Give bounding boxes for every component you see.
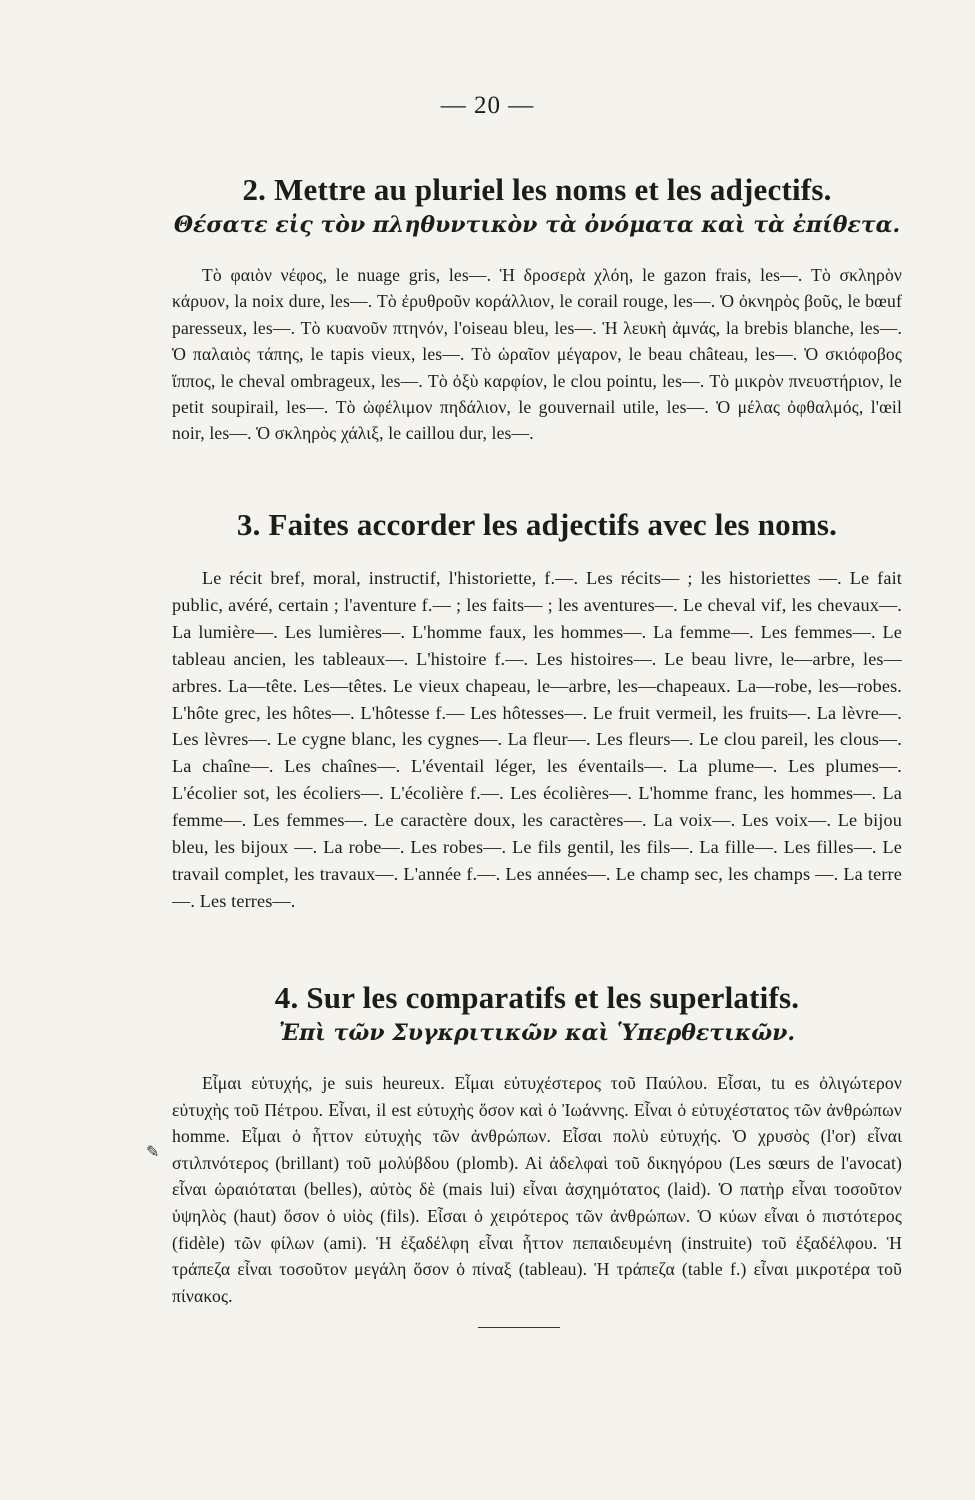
exercise-2-title: 2. Mettre au pluriel les noms et les adjectifs. [242, 172, 832, 207]
exercise-2-text: Τὸ φαιὸν νέφος, le nuage gris, les—. Ἡ δροσερὰ χλόη, le gazon frais, les—. Τὸ σκληρὸν κάρυον, la noix dure, les—. Τὸ ἐρυθροῦν κοράλλιον, le corail rouge, les—. Ὁ ὀκνηρὸς βοῦς, le bœuf paresseux, les—. Τὸ κυανοῦν πτηνόν, l'oiseau bleu, les—. Ἡ λευκὴ ἀμνάς, la brebis blanche, les—. Ὁ παλαιὸς τάπης, le tapis vieux, les—. Τὸ ὡραῖον μέγαρον, le beau château, les—. Ὁ σκιόφοβος ἵππος, le cheval ombrageux, les—. Τὸ ὀξὺ καρφίον, le clou pointu, les—. Τὸ μικρὸν πνευστήριον, le petit soupirail, les—. Τὸ ὠφέλιμον πηδάλιον, le gouvernail utile, les—. Ὁ μέλας ὀφθαλμός, l'œil noir, les—. Ὁ σκληρὸς χάλιξ, le caillou dur, les—. [172, 265, 902, 444]
exercise-4 [172, 980, 902, 1309]
exercise-2-greek-title: Θέσατε εἰς τὸν πληθυντικὸν τὰ ὀνόματα καὶ τὰ ἐπίθετα. [173, 212, 901, 238]
exercise-3-title: 3. Faites accorder les adjectifs avec les noms. [236, 507, 838, 542]
exercise-4-text: Εἶμαι εὐτυχής, je suis heureux. Εἶμαι εὐτυχέστερος τοῦ Παύλου. Εἶσαι, tu es ὀλιγώτερον εὐτυχὴς τοῦ Πέτρου. Εἶναι, il est εὐτυχὴς ὅσον καὶ ὁ Ἰωάννης. Εἶναι ὁ εὐτυχέστατος τῶν ἀνθρώπων homme. Εἶμαι ὁ ἧττον εὐτυχὴς τῶν ἀνθρώπων. Εἶσαι πολὺ εὐτυχής. Ὁ χρυσὸς (l'or) εἶναι στιλπνότερος (brillant) τοῦ μολύβδου (plomb). Αἱ ἀδελφαὶ τοῦ δικηγόρου (Les sœurs de l'avocat) εἶναι ὡραιόταται (belles), αὐτὸς δὲ (mais lui) εἶναι ἀσχημότατος (laid). Ὁ πατὴρ εἶναι τοσοῦτον ὑψηλὸς (haut) ὅσον ὁ υἱὸς (fils). Εἶσαι ὁ χειρότερος τῶν ἀνθρώπων. Ὁ κύων εἶναι ὁ πιστότερος (fidèle) τῶν φίλων (ami). Ἡ ἐξαδέλφη εἶναι ἧττον πεπαιδευμένη (instruite) τοῦ ἐξαδέλφου. Ἡ τράπεζα εἶναι τοσοῦτον μεγάλη ὅσον ὁ πίναξ (tableau). Ἡ τράπεζα (table f.) εἶναι μικροτέρα τοῦ πίνακος. [172, 1073, 902, 1306]
exercise-4-title: 4. Sur les comparatifs et les superlatifs. [274, 980, 800, 1015]
closing-rule [478, 1327, 560, 1328]
ink-mark-icon: ✎ [146, 1144, 160, 1161]
page-number: — 20 — [440, 92, 535, 119]
exercise-3-text: Le récit bref, moral, instructif, l'historiette, f.—. Les récits— ; les historiettes —. Le fait public, avéré, certain ; l'aventure f.— ; les faits— ; les aventures—. Le cheval vif, les chevaux—. La lumière—. Les lumières—. L'homme faux, les hommes—. La femme—. Les femmes—. Le tableau ancien, les tableaux—. L'histoire f.—. Les histoires—. Le beau livre, le—arbre, les—arbres. La—tête. Les—têtes. Le vieux chapeau, le—arbre, les—chapeaux. La—robe, les—robes. L'hôte grec, les hôtes—. L'hôtesse f.— Les hôtesses—. Le fruit vermeil, les fruits—. La lèvre—. Les lèvres—. Le cygne blanc, les cygnes—. La fleur—. Les fleurs—. Le clou pareil, les clous—. La chaîne—. Les chaînes—. L'éventail léger, les éventails—. La plume—. Les plumes—. L'écolier sot, les écoliers—. L'écolière f.—. Les écolières—. L'homme franc, les hommes—. La femme—. Les femmes—. Le caractère doux, les caractères—. La voix—. Les voix—. Le bijou bleu, les bijoux —. La robe—. Les robes—. Le fils gentil, les fils—. La fille—. Les filles—. Le travail complet, les travaux—. L'année f.—. Les années—. Le champ sec, les champs —. La terre—. Les terres—. [172, 568, 902, 911]
exercise-4-greek-title: Ἐπὶ τῶν Συγκριτικῶν καὶ Ὑπερθετικῶν. [278, 1020, 796, 1046]
exercise-3 [172, 507, 902, 915]
exercise-2 [172, 172, 902, 447]
